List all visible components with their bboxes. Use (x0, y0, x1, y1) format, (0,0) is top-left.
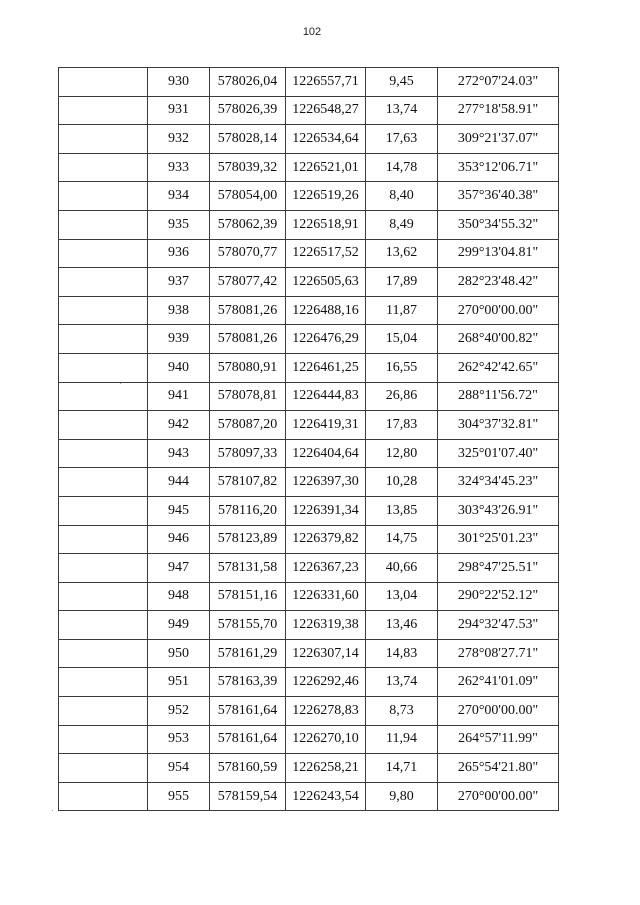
y-coordinate-cell: 1226505,63 (286, 268, 366, 297)
point-number-cell: 940 (148, 353, 210, 382)
table-row (59, 268, 559, 297)
blank-cell (59, 554, 148, 583)
direction-angle-cell: 324°34'45.23" (438, 468, 559, 497)
distance-cell: 8,49 (366, 210, 438, 239)
y-coordinate-cell: 1226258,21 (286, 754, 366, 783)
blank-cell (59, 725, 148, 754)
scan-speck (52, 810, 53, 811)
direction-angle-cell: 303°43'26.91" (438, 496, 559, 525)
blank-cell (59, 182, 148, 211)
distance-cell: 11,87 (366, 296, 438, 325)
direction-angle-cell: 265°54'21.80" (438, 754, 559, 783)
direction-angle-cell: 270°00'00.00" (438, 296, 559, 325)
blank-cell (59, 525, 148, 554)
y-coordinate-cell: 1226488,16 (286, 296, 366, 325)
point-number-cell: 930 (148, 68, 210, 97)
direction-angle-cell: 272°07'24.03" (438, 68, 559, 97)
point-number-cell: 952 (148, 697, 210, 726)
y-coordinate-cell: 1226548,27 (286, 96, 366, 125)
blank-cell (59, 782, 148, 811)
distance-cell: 16,55 (366, 353, 438, 382)
blank-cell (59, 325, 148, 354)
table-row (59, 325, 559, 354)
point-number-cell: 947 (148, 554, 210, 583)
y-coordinate-cell: 1226521,01 (286, 153, 366, 182)
table-row (59, 296, 559, 325)
x-coordinate-cell: 578160,59 (210, 754, 286, 783)
blank-cell (59, 382, 148, 411)
y-coordinate-cell: 1226379,82 (286, 525, 366, 554)
point-number-cell: 951 (148, 668, 210, 697)
table-row (59, 210, 559, 239)
distance-cell: 14,75 (366, 525, 438, 554)
distance-cell: 13,74 (366, 668, 438, 697)
x-coordinate-cell: 578131,58 (210, 554, 286, 583)
y-coordinate-cell: 1226557,71 (286, 68, 366, 97)
x-coordinate-cell: 578026,39 (210, 96, 286, 125)
distance-cell: 8,40 (366, 182, 438, 211)
blank-cell (59, 639, 148, 668)
table-row (59, 125, 559, 154)
point-number-cell: 949 (148, 611, 210, 640)
table-row (59, 411, 559, 440)
x-coordinate-cell: 578080,91 (210, 353, 286, 382)
page-number: 102 (302, 26, 322, 38)
table-row (59, 611, 559, 640)
y-coordinate-cell: 1226307,14 (286, 639, 366, 668)
point-number-cell: 944 (148, 468, 210, 497)
blank-cell (59, 468, 148, 497)
blank-cell (59, 153, 148, 182)
table-row (59, 353, 559, 382)
direction-angle-cell: 301°25'01.23" (438, 525, 559, 554)
table-row (59, 496, 559, 525)
point-number-cell: 934 (148, 182, 210, 211)
y-coordinate-cell: 1226397,30 (286, 468, 366, 497)
scan-speck (120, 383, 121, 384)
blank-cell (59, 296, 148, 325)
point-number-cell: 939 (148, 325, 210, 354)
point-number-cell: 933 (148, 153, 210, 182)
y-coordinate-cell: 1226331,60 (286, 582, 366, 611)
x-coordinate-cell: 578081,26 (210, 325, 286, 354)
point-number-cell: 931 (148, 96, 210, 125)
table-row (59, 182, 559, 211)
table-row (59, 68, 559, 97)
table-row (59, 239, 559, 268)
table-row (59, 96, 559, 125)
point-number-cell: 948 (148, 582, 210, 611)
direction-angle-cell: 299°13'04.81" (438, 239, 559, 268)
distance-cell: 13,62 (366, 239, 438, 268)
y-coordinate-cell: 1226404,64 (286, 439, 366, 468)
direction-angle-cell: 262°41'01.09" (438, 668, 559, 697)
x-coordinate-cell: 578081,26 (210, 296, 286, 325)
y-coordinate-cell: 1226519,26 (286, 182, 366, 211)
point-number-cell: 946 (148, 525, 210, 554)
y-coordinate-cell: 1226292,46 (286, 668, 366, 697)
point-number-cell: 953 (148, 725, 210, 754)
point-number-cell: 945 (148, 496, 210, 525)
direction-angle-cell: 270°00'00.00" (438, 782, 559, 811)
table-row (59, 639, 559, 668)
y-coordinate-cell: 1226476,29 (286, 325, 366, 354)
direction-angle-cell: 277°18'58.91" (438, 96, 559, 125)
point-number-cell: 955 (148, 782, 210, 811)
x-coordinate-cell: 578054,00 (210, 182, 286, 211)
table-row (59, 554, 559, 583)
table-row (59, 439, 559, 468)
distance-cell: 14,71 (366, 754, 438, 783)
x-coordinate-cell: 578161,29 (210, 639, 286, 668)
direction-angle-cell: 350°34'55.32" (438, 210, 559, 239)
blank-cell (59, 582, 148, 611)
table-row (59, 153, 559, 182)
y-coordinate-cell: 1226518,91 (286, 210, 366, 239)
table-row (59, 668, 559, 697)
distance-cell: 9,80 (366, 782, 438, 811)
point-number-cell: 941 (148, 382, 210, 411)
x-coordinate-cell: 578155,70 (210, 611, 286, 640)
distance-cell: 8,73 (366, 697, 438, 726)
table-row (59, 697, 559, 726)
distance-cell: 17,83 (366, 411, 438, 440)
distance-cell: 17,63 (366, 125, 438, 154)
direction-angle-cell: 357°36'40.38" (438, 182, 559, 211)
y-coordinate-cell: 1226270,10 (286, 725, 366, 754)
y-coordinate-cell: 1226278,83 (286, 697, 366, 726)
direction-angle-cell: 288°11'56.72" (438, 382, 559, 411)
distance-cell: 13,74 (366, 96, 438, 125)
distance-cell: 14,78 (366, 153, 438, 182)
table-row (59, 725, 559, 754)
x-coordinate-cell: 578087,20 (210, 411, 286, 440)
y-coordinate-cell: 1226461,25 (286, 353, 366, 382)
point-number-cell: 954 (148, 754, 210, 783)
distance-cell: 13,46 (366, 611, 438, 640)
point-number-cell: 942 (148, 411, 210, 440)
direction-angle-cell: 309°21'37.07" (438, 125, 559, 154)
table-row (59, 754, 559, 783)
x-coordinate-cell: 578097,33 (210, 439, 286, 468)
direction-angle-cell: 325°01'07.40" (438, 439, 559, 468)
point-number-cell: 932 (148, 125, 210, 154)
direction-angle-cell: 282°23'48.42" (438, 268, 559, 297)
y-coordinate-cell: 1226517,52 (286, 239, 366, 268)
direction-angle-cell: 298°47'25.51" (438, 554, 559, 583)
y-coordinate-cell: 1226367,23 (286, 554, 366, 583)
point-number-cell: 936 (148, 239, 210, 268)
direction-angle-cell: 270°00'00.00" (438, 697, 559, 726)
y-coordinate-cell: 1226243,54 (286, 782, 366, 811)
direction-angle-cell: 290°22'52.12" (438, 582, 559, 611)
direction-angle-cell: 294°32'47.53" (438, 611, 559, 640)
coordinates-table-body (59, 68, 559, 811)
distance-cell: 13,85 (366, 496, 438, 525)
direction-angle-cell: 264°57'11.99" (438, 725, 559, 754)
distance-cell: 11,94 (366, 725, 438, 754)
x-coordinate-cell: 578107,82 (210, 468, 286, 497)
x-coordinate-cell: 578161,64 (210, 697, 286, 726)
y-coordinate-cell: 1226444,83 (286, 382, 366, 411)
distance-cell: 17,89 (366, 268, 438, 297)
blank-cell (59, 754, 148, 783)
point-number-cell: 943 (148, 439, 210, 468)
point-number-cell: 938 (148, 296, 210, 325)
point-number-cell: 950 (148, 639, 210, 668)
blank-cell (59, 496, 148, 525)
point-number-cell: 937 (148, 268, 210, 297)
direction-angle-cell: 278°08'27.71" (438, 639, 559, 668)
distance-cell: 40,66 (366, 554, 438, 583)
x-coordinate-cell: 578070,77 (210, 239, 286, 268)
x-coordinate-cell: 578039,32 (210, 153, 286, 182)
direction-angle-cell: 262°42'42.65" (438, 353, 559, 382)
coordinates-table (58, 67, 559, 811)
table-row (59, 782, 559, 811)
table-row (59, 382, 559, 411)
x-coordinate-cell: 578062,39 (210, 210, 286, 239)
x-coordinate-cell: 578161,64 (210, 725, 286, 754)
blank-cell (59, 697, 148, 726)
x-coordinate-cell: 578077,42 (210, 268, 286, 297)
table-row (59, 582, 559, 611)
x-coordinate-cell: 578028,14 (210, 125, 286, 154)
distance-cell: 10,28 (366, 468, 438, 497)
x-coordinate-cell: 578163,39 (210, 668, 286, 697)
blank-cell (59, 353, 148, 382)
blank-cell (59, 268, 148, 297)
blank-cell (59, 68, 148, 97)
distance-cell: 14,83 (366, 639, 438, 668)
x-coordinate-cell: 578116,20 (210, 496, 286, 525)
x-coordinate-cell: 578123,89 (210, 525, 286, 554)
direction-angle-cell: 353°12'06.71" (438, 153, 559, 182)
blank-cell (59, 239, 148, 268)
blank-cell (59, 210, 148, 239)
blank-cell (59, 125, 148, 154)
direction-angle-cell: 268°40'00.82" (438, 325, 559, 354)
blank-cell (59, 96, 148, 125)
point-number-cell: 935 (148, 210, 210, 239)
blank-cell (59, 411, 148, 440)
y-coordinate-cell: 1226419,31 (286, 411, 366, 440)
x-coordinate-cell: 578026,04 (210, 68, 286, 97)
distance-cell: 15,04 (366, 325, 438, 354)
direction-angle-cell: 304°37'32.81" (438, 411, 559, 440)
x-coordinate-cell: 578159,54 (210, 782, 286, 811)
distance-cell: 9,45 (366, 68, 438, 97)
x-coordinate-cell: 578078,81 (210, 382, 286, 411)
blank-cell (59, 668, 148, 697)
y-coordinate-cell: 1226319,38 (286, 611, 366, 640)
table-row (59, 525, 559, 554)
distance-cell: 13,04 (366, 582, 438, 611)
distance-cell: 26,86 (366, 382, 438, 411)
x-coordinate-cell: 578151,16 (210, 582, 286, 611)
y-coordinate-cell: 1226534,64 (286, 125, 366, 154)
table-row (59, 468, 559, 497)
blank-cell (59, 439, 148, 468)
y-coordinate-cell: 1226391,34 (286, 496, 366, 525)
distance-cell: 12,80 (366, 439, 438, 468)
blank-cell (59, 611, 148, 640)
